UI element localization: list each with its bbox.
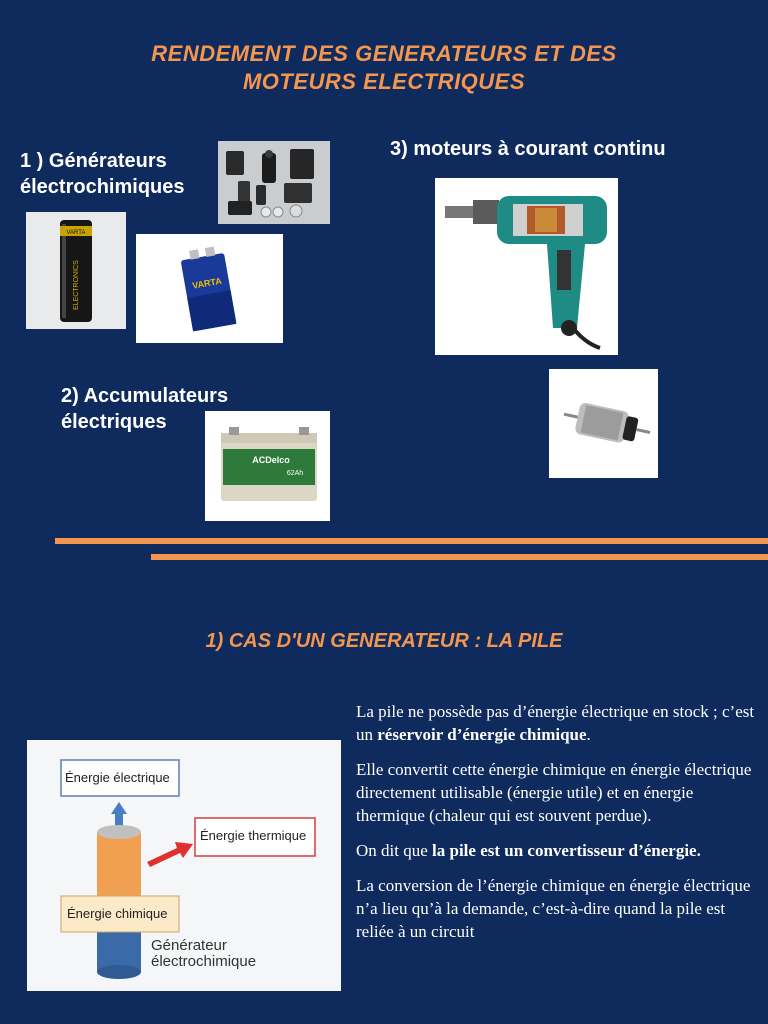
paragraph-3 — [356, 839, 756, 862]
section-subtitle: 1) CAS D'UN GENERATEUR : LA PILE — [205, 630, 563, 652]
drill-photo — [435, 178, 618, 355]
body-text — [356, 700, 756, 955]
square-battery-photo — [136, 234, 283, 343]
section1-line-1: 1 ) Générateurs — [20, 150, 167, 172]
drill-cutaway-image — [435, 178, 618, 355]
paragraph-3-text-a: On dit que — [356, 841, 433, 860]
assorted-batteries-photo — [218, 141, 330, 224]
car-battery-photo — [205, 411, 330, 521]
energie-thermique-label: Énergie thermique — [200, 828, 307, 843]
square-battery-image — [136, 234, 283, 343]
car-battery-brand: ACDelco — [252, 455, 290, 465]
paragraph-3-bold: la pile est un convertisseur d’énergie. — [432, 841, 701, 860]
title-line-1: RENDEMENT DES GENERATEURS ET DES — [151, 41, 617, 66]
small-motor-photo — [549, 369, 658, 478]
square-battery-label: VARTA — [191, 275, 223, 291]
energie-chimique-label: Énergie chimique — [67, 906, 168, 921]
small-motor-image — [549, 369, 658, 478]
paragraph-2: Elle convertit cette énergie chimique en énergie électrique directement utilisable (énergie utile) et en énergie thermique (chaleur qui est souvent perdue). — [356, 760, 752, 825]
section1-heading — [20, 148, 185, 200]
paragraph-1-text-a: La pile ne possède pas d’énergie électrique en stock ; c’est un — [356, 702, 755, 744]
divider-top — [55, 538, 768, 544]
generateur-label — [151, 938, 256, 970]
section2-line-1: 2) Accumulateurs — [61, 385, 229, 407]
generateur-line-1: Générateur — [151, 937, 227, 954]
cylinder-battery-image — [26, 212, 126, 329]
generateur-line-2: électrochimique — [151, 953, 257, 970]
cylinder-battery-photo — [26, 212, 126, 329]
title-line-2: MOTEURS ELECTRIQUES — [242, 69, 526, 94]
page-title — [0, 40, 768, 96]
car-battery-rating: 62Ah — [286, 470, 304, 477]
section3-heading: 3) moteurs à courant continu — [390, 138, 666, 160]
paragraph-1 — [356, 700, 756, 746]
paragraph-1-bold: réservoir d’énergie chimique — [377, 725, 587, 744]
cylinder-label-text: ELECTRONICS — [73, 260, 80, 310]
cylinder-brand-text: VARTA — [66, 230, 86, 236]
car-battery-image — [205, 411, 330, 521]
energy-diagram — [27, 740, 341, 991]
section2-line-2: électriques — [61, 411, 167, 433]
section1-line-2: électrochimiques — [20, 176, 185, 198]
paragraph-4: La conversion de l’énergie chimique en énergie électrique n’a lieu qu’à la demande, c’est-à-dire quand la pile est reliée à un circuit — [356, 876, 751, 941]
paragraph-1-text-c: . — [586, 725, 591, 744]
assorted-batteries-image — [218, 141, 330, 224]
section2-heading — [61, 383, 228, 435]
divider-bottom — [151, 554, 768, 560]
energie-electrique-label: Énergie électrique — [65, 770, 170, 785]
